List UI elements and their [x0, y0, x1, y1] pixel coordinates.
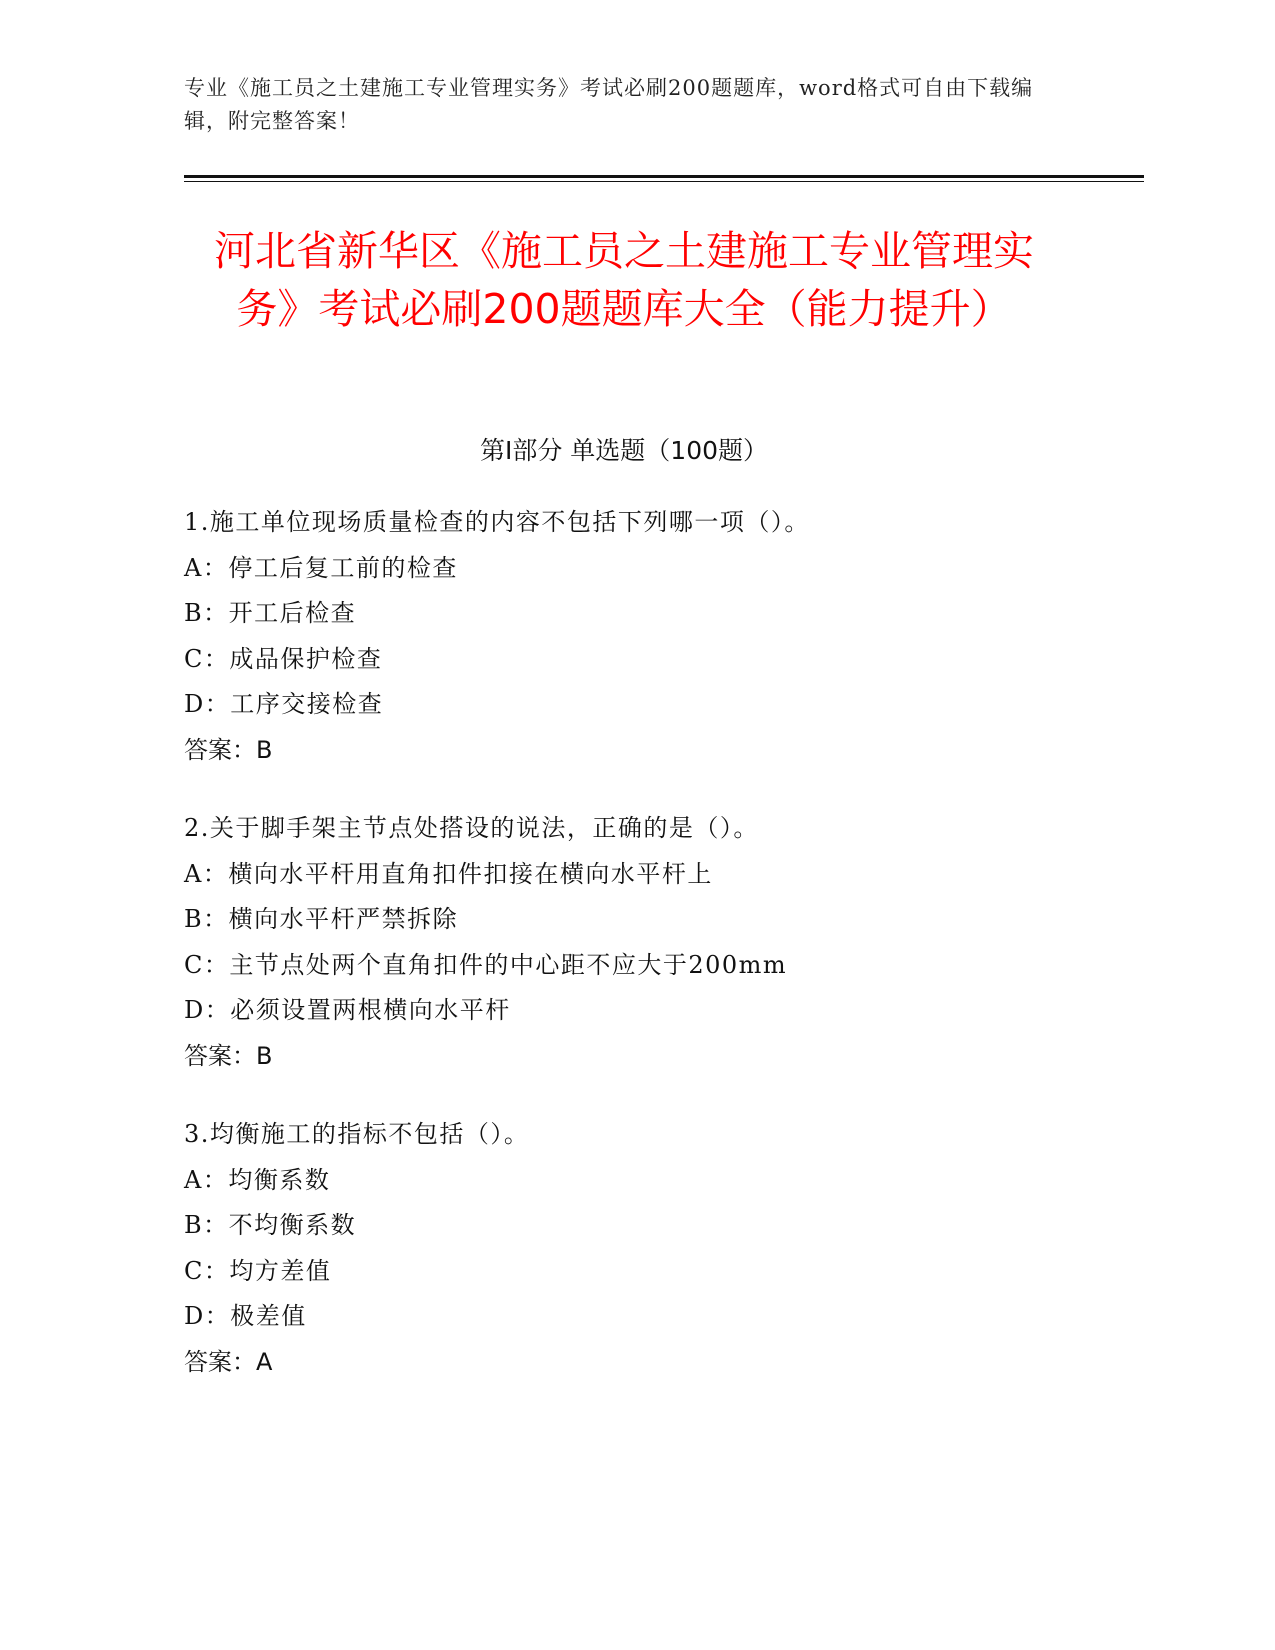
option-b: B：横向水平杆严禁拆除 [184, 905, 459, 933]
question-stem: 2.关于脚手架主节点处搭设的说法，正确的是（）。 [184, 814, 759, 842]
header-note: 专业《施工员之土建施工专业管理实务》考试必刷200题题库，word格式可自由下载编辑，附完整答案！ [184, 76, 1034, 133]
header-divider-thin [184, 181, 1144, 182]
option-c: C：均方差值 [184, 1256, 332, 1285]
option-a: A：均衡系数 [184, 1165, 331, 1194]
question-block [184, 806, 1084, 1079]
option-a: A：横向水平杆用直角扣件扣接在横向水平杆上 [184, 859, 713, 888]
question-stem: 3.均衡施工的指标不包括（）。 [184, 1120, 530, 1148]
answer-line: 答案：A [184, 1347, 273, 1376]
option-d: D：必须设置两根横向水平杆 [184, 996, 511, 1024]
option-d: D：极差值 [184, 1302, 307, 1330]
question-block [184, 500, 1084, 773]
option-b: B：不均衡系数 [184, 1211, 357, 1239]
answer-line: 答案：B [184, 735, 273, 764]
header-divider-thick [184, 175, 1144, 178]
option-b: B：开工后检查 [184, 599, 357, 627]
option-d: D：工序交接检查 [184, 690, 384, 718]
option-c: C：主节点处两个直角扣件的中心距不应大于200mm [184, 950, 788, 979]
option-c: C：成品保护检查 [184, 644, 383, 673]
answer-line: 答案：B [184, 1041, 273, 1070]
question-stem: 1.施工单位现场质量检查的内容不包括下列哪一项（）。 [184, 508, 810, 536]
question-block [184, 1112, 1084, 1385]
section-title: 第I部分 单选题（100题） [479, 436, 769, 465]
document-title: 河北省新华区《施工员之土建施工专业管理实务》考试必刷200题题库大全（能力提升） [214, 227, 1034, 333]
option-a: A：停工后复工前的检查 [184, 553, 458, 582]
